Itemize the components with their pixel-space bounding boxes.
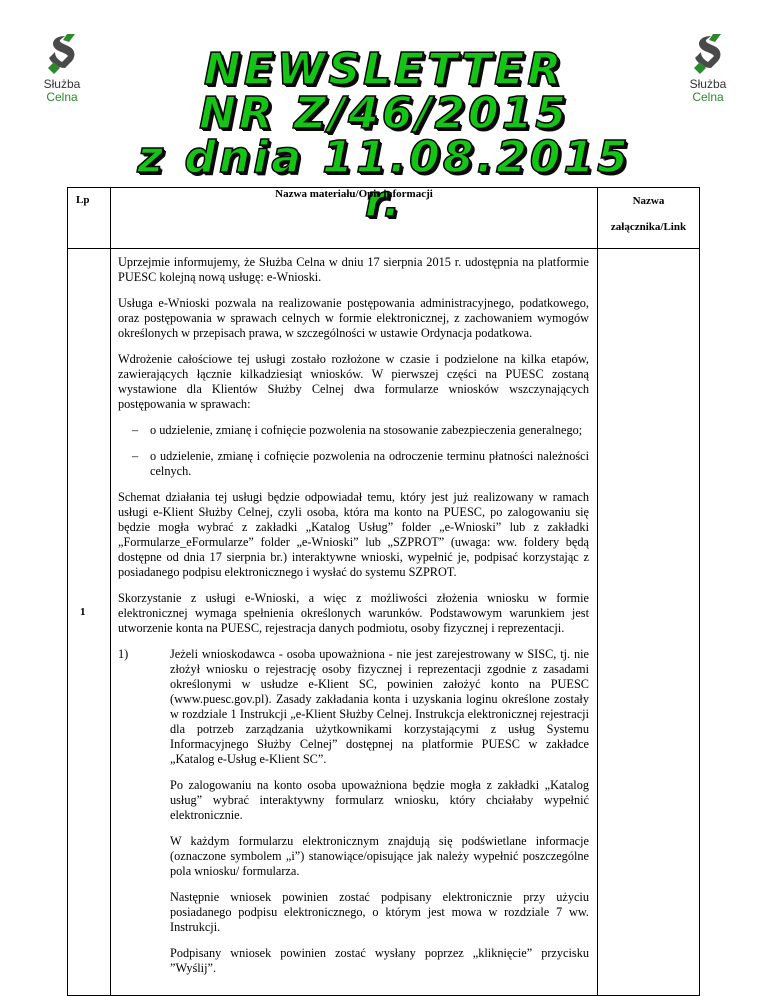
header-attachment-line2: załącznika/Link (610, 221, 687, 233)
sub-paragraph: Następnie wniosek powinien zostać podpisany elektronicznie przy użyciu posiadanego podpisu elektronicznego, o którym jest mowa w rozdziale 7 ww. Instrukcji. (170, 890, 589, 934)
title-line-newsletter: NEWSLETTER (203, 44, 565, 95)
sub-paragraph: W każdym formularzu elektronicznym znajdują się podświetlane informacje (oznaczone symbolem „i”) stanowiące/opisujące jak należy wypełnić poszczególne pola wniosku/ formularza. (170, 834, 589, 878)
logo-word-sluzba: Służba (689, 77, 727, 91)
dash-marker: – (132, 449, 139, 463)
sub-paragraph: Po zalogowaniu na konto osoba upoważniona będzie mogła z zakładki „Katalog usług” wybrać interaktywny formularz wniosku, który chciałaby wypełnić elektronicznie. (170, 778, 589, 822)
paragraph-service: Usługa e-Wnioski pozwala na realizowanie postępowania administracyjnego, podatkowego, oraz postępowania w sprawach celnych w formie elektronicznej, z zachowaniem wymogów określonych w przepisach prawa, w szczególności w ustawie Ordynacja podatkowa. (118, 296, 589, 340)
row-content (111, 249, 598, 996)
sluzba-celna-logo-right (676, 32, 740, 104)
list-item (118, 449, 589, 479)
dash-marker: – (132, 423, 139, 437)
header-attachment (598, 188, 700, 249)
title-line-date: z dnia 11.08.2015 r. (137, 132, 631, 227)
header-lp: Lp (68, 188, 111, 249)
dash-item-text: o udzielenie, zmianę i cofnięcie pozwolenia na stosowanie zabezpieczenia generalnego; (150, 423, 583, 437)
paragraph-usage: Skorzystanie z usługi e-Wnioski, a więc z możliwości złożenia wniosku w formie elektronicznej wymaga spełnienia określonych warunków. Podstawowym warunkiem jest utworzenie konta na PUESC, rejestracja danych podmiotu, osoby fizycznej i reprezentacji. (118, 591, 589, 635)
logo-word-celna: Celna (46, 90, 78, 104)
sluzba-celna-logo-left (30, 32, 94, 104)
row-attachment (598, 249, 700, 996)
row-number: 1 (68, 249, 111, 996)
sub-paragraph: Podpisany wniosek powinien zostać wysłany poprzez „kliknięcie” przycisku ”Wyślij”. (170, 946, 589, 975)
numbered-marker: 1) (118, 647, 129, 661)
title-line-number: NR Z/46/2015 (199, 88, 569, 139)
logo-word-celna: Celna (692, 90, 724, 104)
header-attachment-line1: Nazwa (632, 195, 665, 207)
logo-word-sluzba: Służba (43, 77, 81, 91)
sluzba-celna-logo-icon (45, 32, 79, 76)
sluzba-celna-logo-icon (691, 32, 725, 76)
paragraph-intro: Uprzejmie informujemy, że Służba Celna w dniu 17 sierpnia 2015 r. udostępnia na platformie PUESC kolejną nową usługę: e-Wnioski. (118, 255, 589, 284)
newsletter-table (67, 187, 700, 996)
numbered-item-text: Jeżeli wnioskodawca - osoba upoważniona - nie jest zarejestrowany w SISC, tj. nie złożył wniosku o rejestrację osoby fizycznej i reprezentacji zgodnie z zasadami określonymi w usłudze e-Klient SC, powinien założyć konto na PUESC (www.puesc.gov.pl). Zasady zakładania konta i uzyskania loginu określone zostały w rozdziale 1 Instrukcji „e-Klient Służby Celnej. Instrukcja elektronicznej rejestracji dla potrzeb zarządzania użytkownikami korzystającymi z usług Systemu Informacyjnego Służby Celnej” dostępnej na platformie PUESC w zakładce „Katalog e-Usług e-Klient SC”. (170, 647, 589, 766)
list-item (118, 423, 589, 438)
paragraph-rollout: Wdrożenie całościowe tej usługi zostało rozłożone w czasie i podzielone na kilka etapów, zawierających łącznie kilkadziesiąt wniosków. W pierwszej części na PUESC zostaną wystawione dla Klientów Służby Celnej dwa formularze wniosków wszczynających postępowania w sprawach: (118, 352, 589, 411)
table-header-row (68, 188, 700, 249)
numbered-item (118, 647, 589, 767)
table-row (68, 249, 700, 996)
dash-item-text: o udzielenie, zmianę i cofnięcie pozwolenia na odroczenie terminu płatności należności celnych. (150, 449, 589, 478)
paragraph-scheme: Schemat działania tej usługi będzie odpowiadał temu, który jest już realizowany w ramach usługi e-Klient Służby Celnej, czyli osoba, która ma konto na PUESC, po zalogowaniu się będzie mogła wybrać z zakładki „Katalog Usług” folder „e-Wnioski” lub z zakładki „Formularze_eFormularze” folder „e-Wnioski” lub „SZPROT” (uwaga: ww. foldery będą dostępne od dnia 17 sierpnia br.) interaktywne wnioski, wypełnić je, podpisać korzystając z posiadanego podpisu elektronicznego i wysłać do systemu SZPROT. (118, 490, 589, 579)
header-material-name: Nazwa materiału/Opis informacji (111, 188, 598, 249)
